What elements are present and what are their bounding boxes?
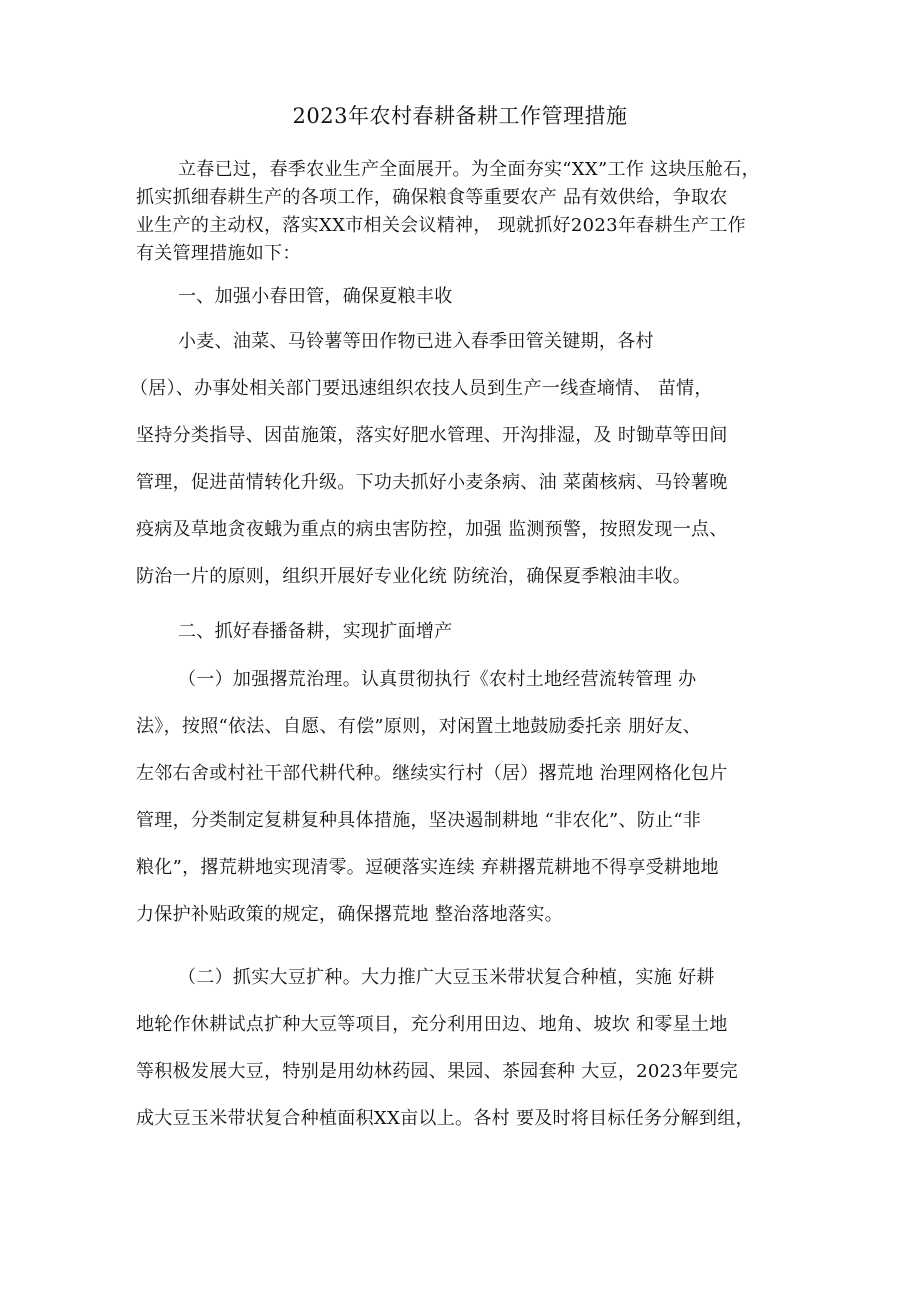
intro-line: 立春已过，春季农业生产全面展开。为全面夯实“XX”工作 这块压舱石，	[178, 159, 760, 180]
subsection2-line: 地轮作休耕试点扩种大豆等项目，充分利用田边、地角、坡坎 和零星土地	[136, 1014, 728, 1035]
intro-line: 业生产的主动权，落实XX市相关会议精神， 现就抓好2023年春耕生产工作	[136, 215, 746, 236]
section1-line: 小麦、油菜、马铃薯等田作物已进入春季田管关键期，各村	[178, 331, 654, 352]
section1-line: 防治一片的原则，组织开展好专业化统 防统治，确保夏季粮油丰收。	[136, 566, 692, 587]
subsection1-line: 力保护补贴政策的规定，确保撂荒地 整治落地落实。	[136, 904, 563, 925]
document-title: 2023年农村春耕备耕工作管理措施	[292, 104, 628, 128]
section1-line: （居）、办事处相关部门要迅速组织农技人员到生产一线查墒情、 苗情，	[130, 378, 713, 399]
subsection2-line: （二）抓实大豆扩种。大力推广大豆玉米带状复合种植，实施 好耕	[178, 967, 715, 988]
section1-line: 管理，促进苗情转化升级。下功夫抓好小麦条病、油 菜菌核病、马铃薯晚	[136, 472, 728, 493]
subsection1-line: （一）加强撂荒治理。认真贯彻执行《农村土地经营流转管理 办	[178, 669, 697, 690]
subsection1-line: 粮化”，撂荒耕地实现清零。逗硬落实连续 弃耕撂荒耕地不得享受耕地地	[136, 857, 719, 878]
subsection1-line: 左邻右舍或村社干部代耕代种。继续实行村（居）撂荒地 治理网格化包片	[136, 763, 728, 784]
section1-line: 疫病及草地贪夜蛾为重点的病虫害防控，加强 监测预警，按照发现一点、	[136, 519, 728, 540]
section1-heading: 一、加强小春田管，确保夏粮丰收	[178, 286, 453, 307]
intro-line: 抓实抓细春耕生产的各项工作，确保粮食等重要农产 品有效供给，争取农	[136, 187, 728, 208]
intro-line: 有关管理措施如下：	[136, 243, 301, 264]
subsection2-line: 成大豆玉米带状复合种植面积XX亩以上。各村 要及时将目标任务分解到组，	[136, 1108, 754, 1129]
subsection2-line: 等积极发展大豆，特别是用幼林药园、果园、茶园套种 大豆，2023年要完	[136, 1061, 739, 1082]
subsection1-line: 管理，分类制定复耕复种具体措施，坚决遏制耕地 “非农化”、防止“非	[136, 810, 702, 831]
section2-heading: 二、抓好春播备耕，实现扩面增产	[178, 621, 453, 642]
subsection1-line: 法》，按照“依法、自愿、有偿”原则，对闲置土地鼓励委托亲 朋好友、	[136, 716, 702, 737]
section1-line: 坚持分类指导、因苗施策，落实好肥水管理、开沟排湿，及 时锄草等田间	[136, 425, 728, 446]
